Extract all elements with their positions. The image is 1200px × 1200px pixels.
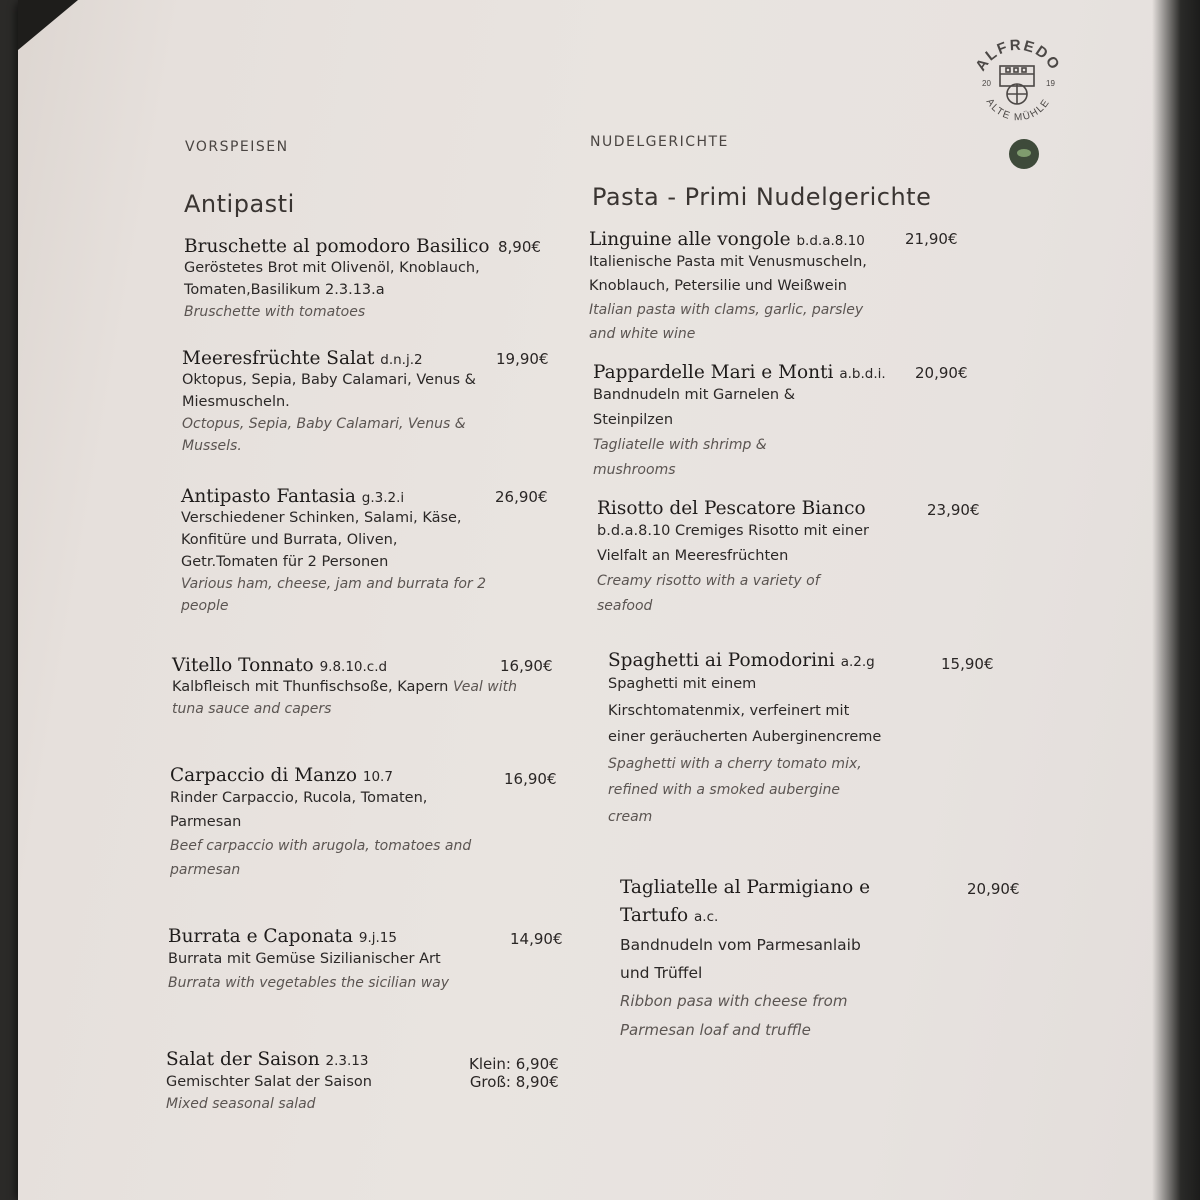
- item-codes: 10.7: [362, 769, 393, 785]
- logo-name: ALFREDO: [972, 36, 1064, 75]
- menu-item: [168, 926, 568, 995]
- item-desc-en: Italian pasta with clams, garlic, parsley and white wine: [589, 302, 864, 342]
- item-codes: d.n.j.2: [380, 352, 423, 368]
- item-desc-de: Rinder Carpaccio, Rucola, Tomaten, Parmesan: [170, 790, 428, 830]
- mill-icon: [1000, 66, 1034, 104]
- item-desc-de: Geröstetes Brot mit Olivenöl, Knoblauch, Tomaten,Basilikum 2.3.13.a: [184, 260, 480, 298]
- item-name: Meeresfrüchte Salat: [182, 348, 375, 369]
- table-edge: [1152, 0, 1200, 1200]
- item-price: 15,90€: [941, 655, 994, 673]
- item-price: 14,90€: [510, 930, 563, 948]
- item-name: Linguine alle vongole: [589, 229, 791, 250]
- item-desc-en: Various ham, cheese, jam and burrata for 2 people: [181, 576, 487, 614]
- logo-year-right: 19: [1046, 79, 1055, 88]
- item-price: 19,90€: [496, 350, 549, 368]
- logo-year-left: 20: [982, 79, 991, 88]
- item-name: Salat der Saison: [166, 1049, 320, 1070]
- item-codes: a.b.d.i.: [839, 366, 886, 382]
- item-desc-en: Ribbon pasa with cheese from Parmesan loaf and truffle: [620, 992, 848, 1039]
- section-label-vorspeisen: VORSPEISEN: [185, 139, 289, 155]
- item-name: Tagliatelle al Parmigiano e: [620, 877, 871, 898]
- item-desc-de: Italienische Pasta mit Venusmuscheln, Knoblauch, Petersilie und Weißwein: [589, 254, 867, 294]
- item-codes: a.2.g: [840, 654, 875, 670]
- item-name: Burrata e Caponata: [168, 926, 353, 947]
- item-desc-de: Burrata mit Gemüse Sizilianischer Art: [168, 951, 441, 967]
- menu-item: [181, 486, 561, 617]
- menu-item: [593, 362, 993, 483]
- item-desc-de: Bandnudeln mit Garnelen & Steinpilzen: [593, 387, 796, 428]
- page-corner: [18, 0, 78, 50]
- item-desc-en: Creamy risotto with a variety of seafood: [597, 573, 820, 614]
- item-price: 21,90€: [905, 230, 958, 248]
- item-codes: 9.8.10.c.d: [319, 659, 388, 675]
- item-desc-de: Gemischter Salat der Saison: [166, 1074, 372, 1090]
- item-desc-en: Beef carpaccio with arugola, tomatoes and parmesan: [170, 838, 472, 878]
- item-name: Pappardelle Mari e Monti: [593, 362, 834, 383]
- item-desc-de: Verschiedener Schinken, Salami, Käse, Konfitüre und Burrata, Oliven, Getr.Tomaten für 2 Personen: [181, 510, 462, 570]
- item-desc-de: Kalbfleisch mit Thunfischsoße, Kapern Veal with: [172, 679, 517, 695]
- item-desc-de: Oktopus, Sepia, Baby Calamari, Venus & Miesmuscheln.: [182, 372, 476, 410]
- item-desc-en: Tagliatelle with shrimp & mushrooms: [593, 437, 767, 478]
- item-desc-en: tuna sauce and capers: [172, 701, 332, 717]
- item-price: 16,90€: [504, 770, 557, 788]
- item-codes: a.c.: [694, 909, 719, 925]
- item-name: Antipasto Fantasia: [181, 486, 356, 507]
- menu-item: [172, 655, 572, 720]
- item-desc-en: Burrata with vegetables the sicilian way: [168, 975, 450, 991]
- menu-item: [608, 650, 1008, 830]
- item-codes: b.d.a.8.10: [796, 233, 865, 249]
- item-codes: 9.j.15: [358, 930, 397, 946]
- menu-item: [589, 229, 989, 346]
- menu-item: [166, 1049, 576, 1114]
- item-desc-en: Spaghetti with a cherry tomato mix, refined with a smoked aubergine cream: [608, 755, 862, 825]
- item-price: Klein: 6,90€ Groß: 8,90€: [469, 1055, 559, 1091]
- item-price: 8,90€: [498, 238, 541, 256]
- item-desc-de: Spaghetti mit einem Kirschtomatenmix, verfeinert mit einer geräucherten Auberginencreme: [608, 676, 882, 745]
- item-name-2: Tartufo: [620, 905, 689, 926]
- item-name: Carpaccio di Manzo: [170, 765, 357, 786]
- alfredo-logo: [966, 36, 1070, 140]
- menu-item: [182, 348, 562, 457]
- item-name: Spaghetti ai Pomodorini: [608, 650, 835, 671]
- item-desc-en: Octopus, Sepia, Baby Calamari, Venus & Mussels.: [182, 416, 466, 454]
- item-name: Risotto del Pescatore Bianco: [597, 498, 866, 519]
- item-price: 26,90€: [495, 488, 548, 506]
- item-name: Vitello Tonnato: [172, 655, 314, 676]
- item-desc-en: Bruschette with tomatoes: [184, 304, 366, 320]
- menu-item: [184, 236, 564, 323]
- green-badge-icon: [1009, 139, 1039, 169]
- item-price: 16,90€: [500, 657, 553, 675]
- menu-item: [170, 765, 570, 882]
- item-codes: 2.3.13: [325, 1053, 369, 1069]
- item-desc-de: b.d.a.8.10 Cremiges Risotto mit einer Vielfalt an Meeresfrüchten: [597, 523, 869, 564]
- logo-sub: ALTE MÜHLE: [983, 96, 1053, 124]
- item-name: Bruschette al pomodoro Basilico: [184, 236, 490, 257]
- item-codes: g.3.2.i: [361, 490, 405, 506]
- menu-item: [620, 874, 1040, 1045]
- item-desc-en: Mixed seasonal salad: [166, 1096, 316, 1112]
- section-title-antipasti: Antipasti: [184, 190, 295, 218]
- item-price: 20,90€: [967, 880, 1020, 898]
- section-title-pasta: Pasta - Primi Nudelgerichte: [592, 183, 932, 211]
- item-price: 20,90€: [915, 364, 968, 382]
- section-label-nudelgerichte: NUDELGERICHTE: [590, 134, 729, 150]
- svg-text:ALTE MÜHLE: [984, 97, 1053, 123]
- item-desc-de: Bandnudeln vom Parmesanlaib und Trüffel: [620, 936, 861, 982]
- item-price: 23,90€: [927, 501, 980, 519]
- menu-item: [597, 498, 997, 619]
